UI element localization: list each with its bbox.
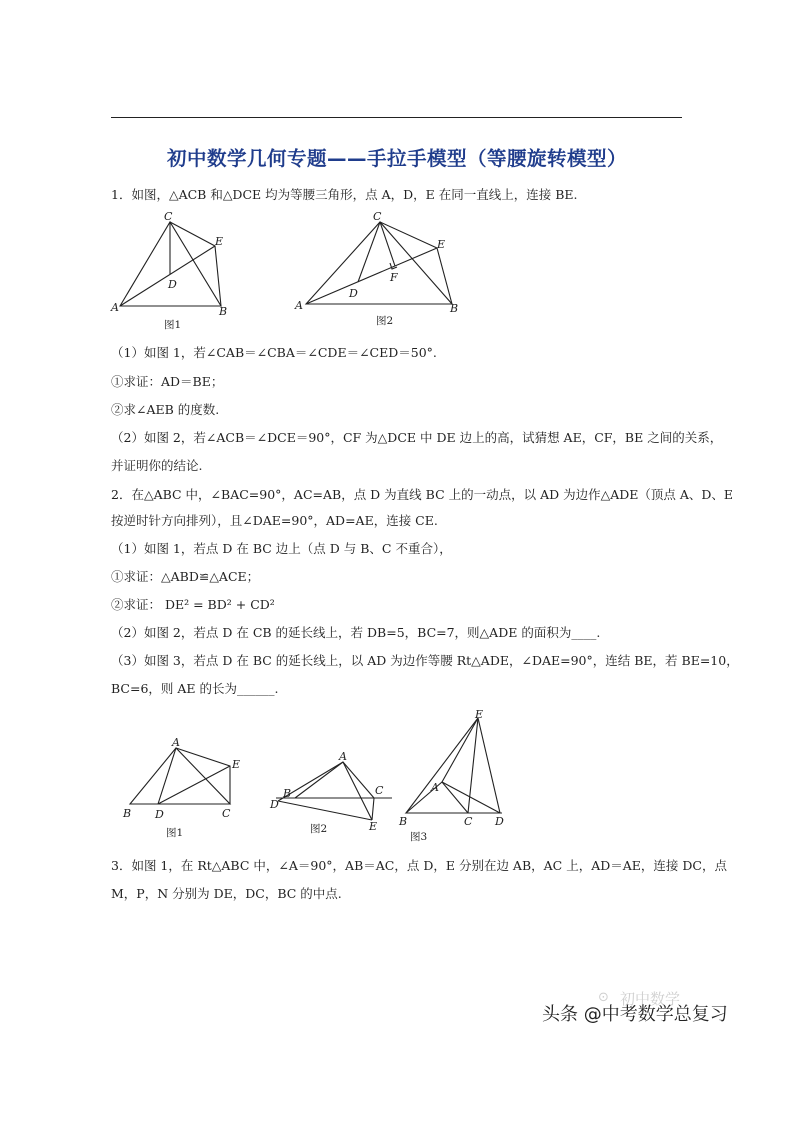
label-b: B bbox=[123, 807, 132, 820]
q2-figure-3 bbox=[396, 708, 514, 848]
label-e: E bbox=[215, 235, 224, 248]
label-b: B bbox=[450, 302, 459, 315]
toutiao-watermark: 头条 @中考数学总复习 bbox=[542, 1004, 728, 1025]
segment-ed bbox=[478, 718, 500, 813]
segment-cd bbox=[358, 222, 380, 282]
q1-part1-a: ①求证：AD＝BE； bbox=[111, 374, 224, 389]
page-title: 初中数学几何专题——手拉手模型（等腰旋转模型） bbox=[166, 147, 627, 170]
q2-part1: （1）如图 1，若点 D 在 BC 边上（点 D 与 B、C 不重合）， bbox=[111, 541, 452, 556]
label-a: A bbox=[339, 750, 347, 763]
figure-caption: 图2 bbox=[310, 823, 328, 835]
q1-part2: （2）如图 2，若∠ACB＝∠DCE＝90°，CF 为△DCE 中 DE 边上的高，试猜想 AE，CF，BE 之间的关系， bbox=[111, 430, 723, 445]
label-a: A bbox=[431, 781, 439, 794]
q2-part3: （3）如图 3，若点 D 在 BC 的延长线上，以 AD 为边作等腰 Rt△ADE，∠DAE=90°，连结 BE，若 BE=10， bbox=[111, 653, 739, 668]
segment-de bbox=[278, 801, 372, 820]
figure-caption: 图2 bbox=[376, 315, 394, 327]
label-d: D bbox=[155, 808, 164, 821]
label-c: C bbox=[373, 210, 382, 223]
q3-stem: 3．如图 1，在 Rt△ABC 中，∠A＝90°，AB＝AC，点 D，E 分别在边 AB，AC 上，AD＝AE，连接 DC，点 bbox=[111, 858, 727, 873]
wechat-icon: ⊙ bbox=[598, 990, 609, 1005]
figure-caption: 图3 bbox=[410, 831, 428, 843]
label-d: D bbox=[495, 815, 504, 828]
label-d: D bbox=[349, 287, 358, 300]
q1-part1: （1）如图 1，若∠CAB＝∠CBA＝∠CDE＝∠CED＝50°. bbox=[111, 345, 437, 360]
q2-figure-1 bbox=[118, 732, 248, 844]
q3-stem-cont: M，P，N 分别为 DE，DC，BC 的中点. bbox=[111, 886, 342, 901]
label-e: E bbox=[232, 758, 241, 771]
q1-stem: 1．如图，△ACB 和△DCE 均为等腰三角形，点 A，D，E 在同一直线上，连接 BE. bbox=[111, 187, 578, 202]
label-b: B bbox=[219, 305, 228, 318]
q2-stem: 2．在△ABC 中，∠BAC=90°，AC=AB，点 D 为直线 BC 上的一动点，以 AD 为边作△ADE（顶点 A、D、E bbox=[111, 487, 734, 502]
q1-part2-cont: 并证明你的结论. bbox=[111, 458, 203, 473]
label-a: A bbox=[172, 736, 180, 749]
q2-part1-a: ①求证：△ABD≌△ACE； bbox=[111, 569, 260, 584]
q2-part1-b: ②求证： DE² = BD² + CD² bbox=[111, 597, 275, 612]
q2-part3-cont: BC=6，则 AE 的长为______. bbox=[111, 681, 279, 696]
label-b: B bbox=[399, 815, 408, 828]
line-ae bbox=[120, 246, 215, 306]
q2-figure-2 bbox=[266, 742, 396, 842]
line-ae bbox=[306, 248, 437, 304]
q1-part1-b: ②求∠AEB 的度数. bbox=[111, 402, 220, 417]
faint-watermark: 初中数学 bbox=[620, 990, 681, 1008]
label-e: E bbox=[437, 238, 446, 251]
q2-stem-cont: 按逆时针方向排列），且∠DAE=90°，AD=AE，连接 CE. bbox=[111, 513, 438, 528]
label-e: E bbox=[369, 820, 378, 833]
figure-caption: 图1 bbox=[164, 319, 182, 331]
label-e: E bbox=[475, 708, 484, 721]
segment-cf bbox=[380, 222, 395, 266]
label-a: A bbox=[295, 299, 303, 312]
label-c: C bbox=[375, 784, 384, 797]
q1-figure-1 bbox=[108, 208, 238, 333]
label-c: C bbox=[222, 807, 231, 820]
triangle-abc bbox=[130, 748, 230, 804]
top-rule bbox=[111, 117, 682, 118]
label-d: D bbox=[168, 278, 177, 291]
segment-eb bbox=[406, 718, 478, 813]
label-c: C bbox=[464, 815, 473, 828]
segment-ce bbox=[372, 798, 374, 820]
label-a: A bbox=[111, 301, 119, 314]
label-b: B bbox=[283, 787, 292, 800]
q1-figure-2 bbox=[292, 208, 472, 333]
label-f: F bbox=[390, 271, 398, 284]
label-d: D bbox=[270, 798, 279, 811]
figure-caption: 图1 bbox=[166, 827, 184, 839]
label-c: C bbox=[164, 210, 173, 223]
q2-part2: （2）如图 2，若点 D 在 CB 的延长线上，若 DB=5，BC=7，则△ADE 的面积为____. bbox=[111, 625, 601, 640]
triangle-acb bbox=[306, 222, 452, 304]
